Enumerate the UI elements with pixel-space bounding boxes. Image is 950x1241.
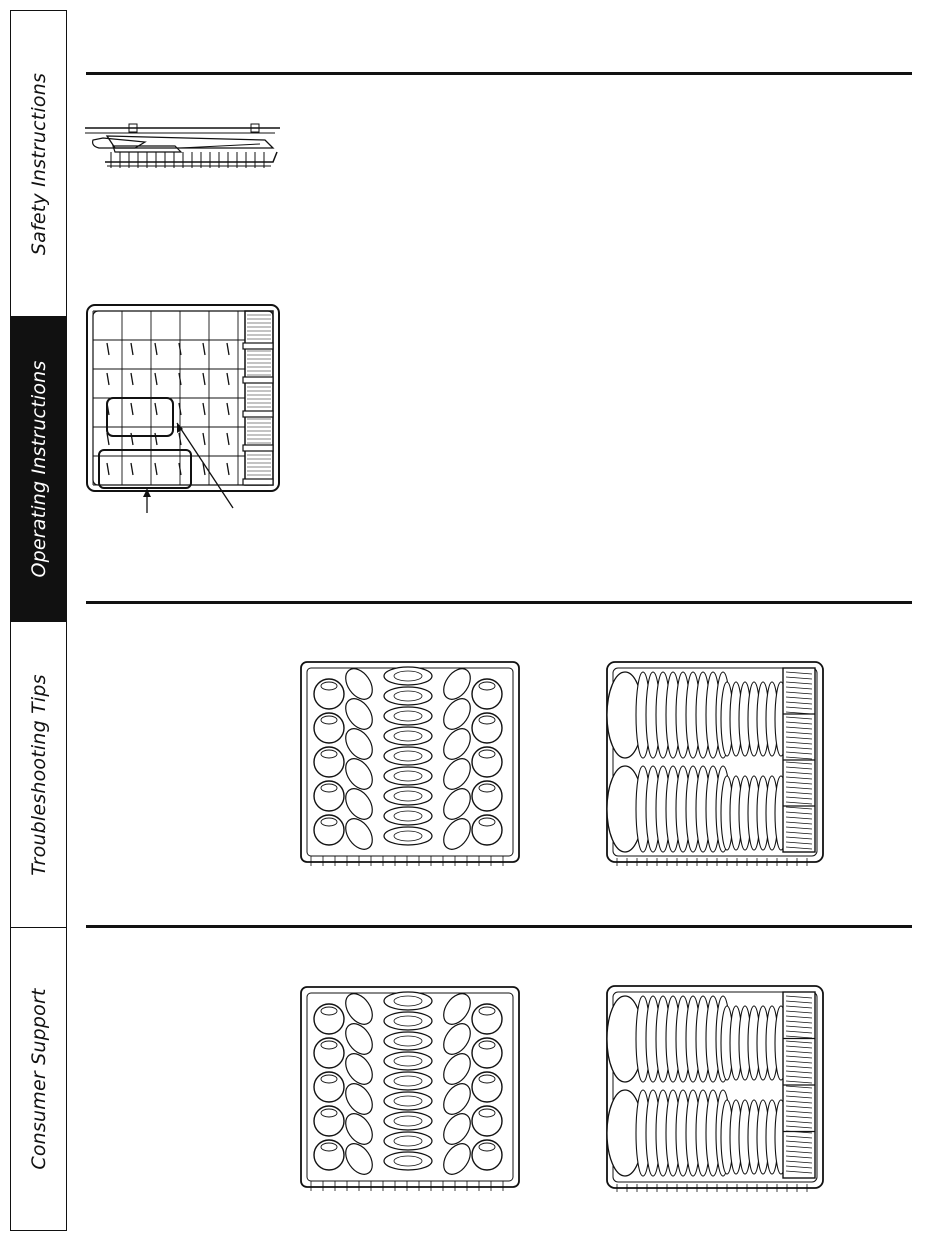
side-tab-strip: [10, 10, 67, 1231]
tab-consumer-support[interactable]: [11, 927, 66, 1230]
upper-rack-callout-illustration: [85, 303, 285, 518]
upper-rack-load-illustration-2: [299, 983, 521, 1195]
tab-operating-instructions[interactable]: [11, 316, 66, 621]
upper-rack-load-illustration-1: [299, 658, 521, 870]
tab-troubleshooting-tips[interactable]: [11, 621, 66, 927]
section-divider-top: [86, 72, 912, 75]
tab-operating-instructions-label: Operating Instructions: [27, 360, 50, 578]
tab-safety-instructions-label: Safety Instructions: [27, 72, 50, 255]
section-divider-bottom: [86, 925, 912, 928]
section-divider-middle: [86, 601, 912, 604]
tab-troubleshooting-tips-label: Troubleshooting Tips: [27, 673, 50, 876]
tab-safety-instructions[interactable]: [11, 11, 66, 316]
utensil-shelf-illustration: [85, 122, 280, 184]
tab-consumer-support-label: Consumer Support: [27, 988, 50, 1170]
lower-rack-load-illustration-2: [603, 980, 827, 1196]
lower-rack-load-illustration-1: [603, 656, 827, 870]
